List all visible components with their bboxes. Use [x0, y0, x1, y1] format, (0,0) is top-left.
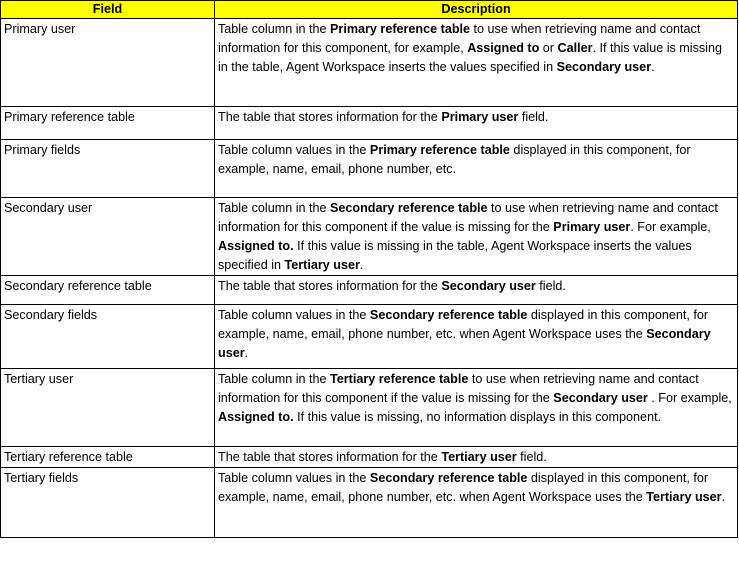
description-text: field. [535, 279, 566, 293]
emphasis-text: Secondary reference table [369, 308, 528, 322]
field-cell: Primary reference table [1, 107, 215, 140]
table-row [1, 447, 738, 468]
description-text: or [539, 41, 558, 55]
header-description: Description [215, 1, 738, 19]
emphasis-text: Caller [557, 41, 593, 55]
description-text: Table column in the [218, 201, 331, 215]
emphasis-text: Secondary user [556, 60, 652, 74]
emphasis-text: Assigned to. [218, 410, 294, 424]
emphasis-text: Tertiary reference table [330, 372, 469, 386]
description-text: . [244, 346, 249, 360]
emphasis-text: Primary reference table [330, 22, 471, 36]
description-text: . [651, 60, 655, 74]
field-cell: Primary user [1, 19, 215, 107]
header-field: Field [1, 1, 215, 19]
field-cell: Tertiary reference table [1, 447, 215, 468]
description-text: Table column values in the [218, 143, 370, 157]
emphasis-text: Primary reference table [369, 143, 510, 157]
description-text: Table column values in the [218, 471, 370, 485]
description-cell [215, 276, 738, 305]
description-text: If this value is missing, no information displays in this component. [293, 410, 662, 424]
description-text: field. [516, 450, 547, 464]
description-text: . For example, [630, 220, 711, 234]
description-text: displayed in this component, for example, name, email, phone number, etc. [218, 143, 691, 176]
description-text: . For example, [647, 391, 732, 405]
description-cell [215, 305, 738, 369]
field-cell: Primary fields [1, 140, 215, 198]
field-cell: Tertiary user [1, 369, 215, 447]
emphasis-text: Assigned to [467, 41, 540, 55]
description-cell [215, 468, 738, 538]
description-cell [215, 447, 738, 468]
table-row [1, 305, 738, 369]
description-text: Table column values in the [218, 308, 370, 322]
field-cell: Secondary fields [1, 305, 215, 369]
description-text: . [359, 258, 364, 272]
description-cell [215, 107, 738, 140]
description-text: Table column in the [218, 22, 331, 36]
table-row [1, 198, 738, 276]
table-row [1, 107, 738, 140]
emphasis-text: Primary user [553, 220, 631, 234]
emphasis-text: Secondary user [218, 327, 711, 360]
emphasis-text: Secondary reference table [369, 471, 528, 485]
table-row [1, 468, 738, 538]
table-row [1, 369, 738, 447]
table-row [1, 140, 738, 198]
description-text: Table column in the [218, 372, 331, 386]
field-cell: Secondary reference table [1, 276, 215, 305]
emphasis-text: Assigned to. [218, 239, 294, 253]
description-cell [215, 198, 738, 276]
description-text: The table that stores information for the [218, 450, 442, 464]
description-text: The table that stores information for the [218, 110, 442, 124]
description-text: to use when retrieving name and contact information for this component if the value is missing for the [218, 201, 718, 234]
description-cell [215, 140, 738, 198]
description-cell [215, 369, 738, 447]
description-text: . [721, 490, 726, 504]
emphasis-text: Tertiary user [646, 490, 722, 504]
description-text: displayed in this component, for example, name, email, phone number, etc. when Agent Workspace uses the [218, 308, 709, 341]
emphasis-text: Secondary reference table [330, 201, 488, 215]
header-row [1, 1, 738, 19]
description-text: displayed in this component, for example, name, email, phone number, etc. when Agent Workspace uses the [218, 471, 709, 504]
table-row [1, 276, 738, 305]
description-text: to use when retrieving name and contact information for this component if the value is missing for the [218, 372, 699, 405]
description-cell [215, 19, 738, 107]
description-text: . If this value is missing in the table, Agent Workspace inserts the values specified in [218, 41, 722, 74]
emphasis-text: Secondary user [441, 279, 536, 293]
emphasis-text: Secondary user [553, 391, 648, 405]
description-text: field. [518, 110, 549, 124]
field-cell: Secondary user [1, 198, 215, 276]
description-text: The table that stores information for the [218, 279, 442, 293]
field-cell: Tertiary fields [1, 468, 215, 538]
description-text: If this value is missing in the table, Agent Workspace inserts the values specified in [218, 239, 692, 272]
emphasis-text: Tertiary user [441, 450, 517, 464]
description-text: to use when retrieving name and contact information for this component, for example, [218, 22, 701, 55]
emphasis-text: Tertiary user [284, 258, 360, 272]
table-row [1, 19, 738, 107]
emphasis-text: Primary user [441, 110, 519, 124]
